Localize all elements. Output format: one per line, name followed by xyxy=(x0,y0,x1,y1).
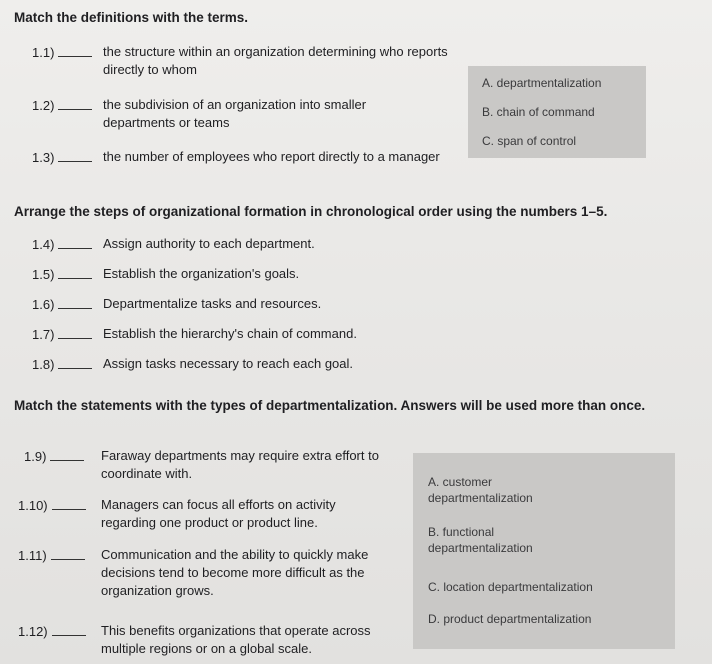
question-text: Assign tasks necessary to reach each goal. xyxy=(103,356,354,371)
option-b: B. chain of command xyxy=(482,105,595,119)
question-1-1: 1.1) xyxy=(32,44,92,62)
answer-blank[interactable] xyxy=(58,277,92,279)
option-c: C. span of control xyxy=(482,134,577,148)
question-text: Establish the organization's goals. xyxy=(103,266,300,281)
question-text: This benefits organizations that operate across multiple regions or on a global scale. xyxy=(101,623,371,656)
question-text: Establish the hierarchy's chain of command. xyxy=(103,326,357,341)
question-text: the number of employees who report directly to a manager xyxy=(103,149,440,164)
option-a: A. departmentalization xyxy=(482,76,602,90)
question-text: the subdivision of an organization into smaller departments or teams xyxy=(103,97,367,130)
question-text: the structure within an organization determining who reports directly to whom xyxy=(103,44,448,77)
question-text: Assign authority to each department. xyxy=(103,236,315,251)
answer-blank[interactable] xyxy=(58,247,92,249)
section3-heading: Match the statements with the types of departmentalization. Answers will be used more than once. xyxy=(14,398,646,413)
question-1-5: 1.5) xyxy=(32,266,92,284)
question-1-2: 1.2) xyxy=(32,97,92,115)
question-1-8: 1.8) xyxy=(32,356,92,374)
section2-heading: Arrange the steps of organizational formation in chronological order using the numbers 1–5. xyxy=(14,204,608,219)
question-1-7: 1.7) xyxy=(32,326,92,344)
question-text: Departmentalize tasks and resources. xyxy=(103,296,322,311)
section1-heading: Match the definitions with the terms. xyxy=(14,10,249,25)
question-1-11: 1.11) xyxy=(18,547,85,565)
answer-blank[interactable] xyxy=(51,558,85,560)
answer-blank[interactable] xyxy=(58,307,92,309)
question-1-12: 1.12) xyxy=(18,623,86,641)
question-1-10: 1.10) xyxy=(18,497,86,515)
question-text: Faraway departments may require extra effort to coordinate with. xyxy=(101,448,379,481)
option-a: A. customer departmentalization xyxy=(428,475,533,505)
question-1-3: 1.3) xyxy=(32,149,92,167)
question-1-4: 1.4) xyxy=(32,236,92,254)
answer-blank[interactable] xyxy=(52,634,86,636)
answer-blank[interactable] xyxy=(58,337,92,339)
question-text: Managers can focus all efforts on activity regarding one product or product line. xyxy=(101,497,336,530)
answer-blank[interactable] xyxy=(58,108,92,110)
answer-blank[interactable] xyxy=(52,508,86,510)
question-text: Communication and the ability to quickly make decisions tend to become more difficult as the organization grows. xyxy=(101,547,369,598)
option-b: B. functional departmentalization xyxy=(428,525,533,555)
answer-blank[interactable] xyxy=(50,459,84,461)
answer-blank[interactable] xyxy=(58,367,92,369)
question-1-6: 1.6) xyxy=(32,296,92,314)
option-c: C. location departmentalization xyxy=(428,580,593,594)
option-d: D. product departmentalization xyxy=(428,612,592,626)
answer-blank[interactable] xyxy=(58,55,92,57)
question-1-9: 1.9) xyxy=(24,448,84,466)
answer-blank[interactable] xyxy=(58,160,92,162)
